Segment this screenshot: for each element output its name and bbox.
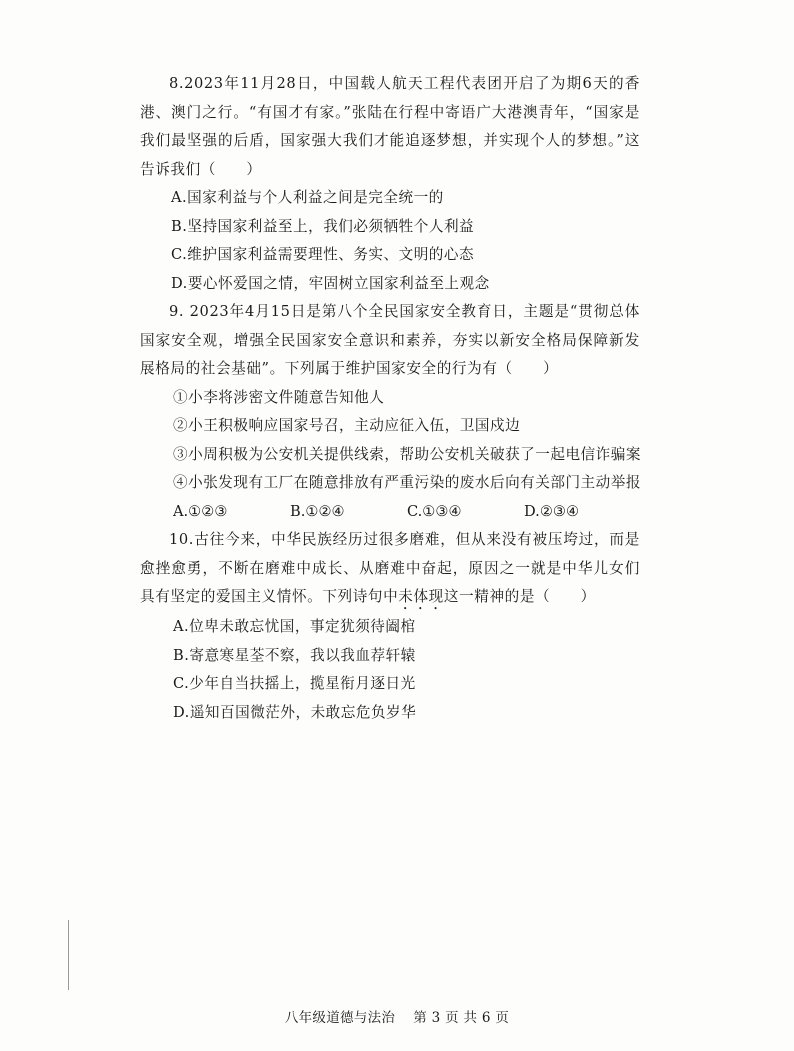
page-footer (0, 1006, 794, 1026)
question-9-stem: 9. 2023年4月15日是第八个全民国家安全教育日，主题是“贯彻总体国家安全观，增强全民国家安全意识和素养，夯实以新安全格局保障新发展格局的社会基础”。下列属于维护国家安全的行为有（ ） (140, 303, 640, 377)
question-9-choices (140, 498, 640, 527)
question-8-option-c: C.维护国家利益需要理性、务实、文明的心态 (171, 246, 475, 263)
question-9-item-4: ④小张发现有工厂在随意排放有严重污染的废水后向有关部门主动举报 (173, 474, 641, 491)
question-10-option-d: D.遥知百国微茫外，未敢忘危负岁华 (173, 703, 417, 721)
question-9-item-3: ③小周积极为公安机关提供线索，帮助公安机关破获了一起电信诈骗案 (173, 445, 641, 463)
question-9-choice-a: A.①②③ (173, 502, 228, 520)
question-10-stem-start: 10.古往今来，中华民族经历过很多磨难，但从来没有被压垮过，而是愈挫愈勇，不断在磨难中成长、从磨难中奋起，原因之一就是中华儿女们具有坚定的爱国主义情怀。下列诗句中 (140, 531, 640, 605)
question-8-stem: 8.2023年11月28日，中国载人航天工程代表团开启了为期6天的香港、澳门之行。“有国才有家。”张陆在行程中寄语广大港澳青年，“国家是我们最坚强的后盾，国家强大我们才能追逐梦想，并实现个人的梦想。”这告诉我们（ ） (140, 75, 640, 178)
footer-page-info: 第 3 页 共 6 页 (413, 1010, 510, 1026)
scan-edge-line (68, 920, 69, 990)
questions-block (140, 70, 640, 727)
footer-subject: 八年级道德与法治 (284, 1010, 396, 1026)
question-10-option-c: C.少年自当扶摇上，揽星衔月逐日光 (173, 675, 416, 692)
question-8-option-a: A.国家利益与个人利益之间是完全统一的 (171, 189, 444, 206)
question-9-item-2: ②小王积极响应国家号召，主动应征入伍，卫国戍边 (173, 417, 521, 434)
question-8-option-b: B.坚持国家利益至上，我们必须牺牲个人利益 (171, 217, 475, 235)
question-10-option-b: B.寄意寒星荃不察，我以我血荐轩辕 (173, 646, 416, 664)
question-9-choice-c: C.①③④ (407, 502, 462, 520)
question-9-choice-b: B.①②④ (290, 502, 345, 520)
question-10-stem-end: 这一精神的是（ ） (443, 588, 596, 605)
question-10-option-a: A.位卑未敢忘忧国，事定犹须待阖棺 (173, 618, 416, 635)
question-9-choice-d: D.②③④ (524, 502, 580, 520)
question-9-item-1: ①小李将涉密文件随意告知他人 (173, 388, 385, 406)
question-10-stem-emphasis: 未体现 (398, 588, 444, 605)
question-10-stem (140, 526, 640, 613)
question-8-option-d: D.要心怀爱国之情，牢固树立国家利益至上观念 (171, 274, 490, 292)
